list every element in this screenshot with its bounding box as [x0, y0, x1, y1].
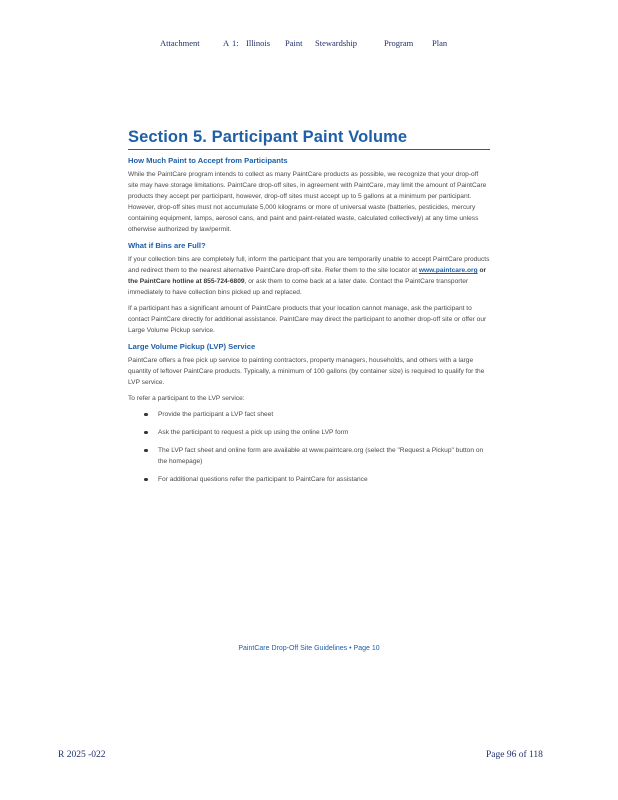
header-word: Illinois: [246, 38, 271, 48]
paragraph-text: , or ask them to come back at a later date. Contact the PaintCare transporter immediately to have collection bins picked up and replaced.: [128, 278, 469, 296]
list-item: [144, 445, 490, 467]
paintcare-website-link[interactable]: www.paintcare.org: [418, 267, 478, 274]
section-title: Section 5. Participant Paint Volume: [128, 128, 490, 150]
paragraph-refer: To refer a participant to the LVP service:: [128, 395, 245, 402]
paragraph-accept: While the PaintCare program intends to collect as many PaintCare products as possible, we recognize that your drop-off site may have storage limitations. PaintCare drop-off sites, in agreement with PaintCare, may limit the amount of PaintCare products they accept per participant, however, drop-off sites must accept up to 5 gallons at a minimum per participant. However, drop-off sites must not accumulate 5,000 kilograms or more of universal waste (batteries, pesticides, mercury containing equipment, lamps, aerosol cans, and paint and paint-related waste, calculated collectively) at any time unless otherwise authorized by law/permit.: [128, 171, 487, 233]
bullet-icon: [144, 413, 148, 417]
list-item: [144, 474, 490, 485]
lvp-bullet-list: [128, 409, 490, 485]
main-content: [128, 128, 490, 492]
paragraph-significant-amount: If a participant has a significant amount of PaintCare products that your location cannot manage, ask the participant to contact PaintCare directly for additional assistance. PaintCare may direct the participant to another drop-off site or offer our Large Volume Pickup service.: [128, 305, 487, 334]
bullet-icon: [144, 478, 148, 482]
subheading-accept: How Much Paint to Accept from Participants: [128, 156, 288, 165]
header-word: Program: [384, 38, 414, 48]
header-word: Attachment: [160, 38, 200, 48]
paragraph-lvp: PaintCare offers a free pick up service to painting contractors, property managers, households, and others with a large quantity of leftover PaintCare products. Typically, a minimum of 100 gallons (by container size) is required to qualify for the LVP service.: [128, 357, 485, 386]
header-word: Stewardship: [315, 38, 358, 48]
subheading-bins-full: What if Bins are Full?: [128, 241, 206, 250]
paragraph-bins-full: [128, 254, 490, 298]
header-word: Plan: [432, 38, 448, 48]
document-reference: R 2025 -022: [58, 750, 106, 760]
header-word: Paint: [285, 38, 303, 48]
list-item: [144, 409, 490, 420]
list-item-text: Provide the participant a LVP fact sheet: [158, 411, 274, 418]
bullet-icon: [144, 431, 148, 435]
page-number: Page 96 of 118: [486, 750, 543, 760]
list-item-text: For additional questions refer the participant to PaintCare for assistance: [158, 476, 368, 483]
list-item: [144, 427, 490, 438]
hotline-text: PaintCare hotline at 855-724-6809: [139, 278, 245, 285]
guidelines-page-footer: PaintCare Drop-Off Site Guidelines • Page 10: [238, 645, 380, 652]
subheading-lvp: Large Volume Pickup (LVP) Service: [128, 342, 256, 351]
paragraph-text: or the: [128, 267, 487, 285]
header-word: 1:: [232, 38, 239, 48]
list-item-text: Ask the participant to request a pick up using the online LVP form: [158, 429, 349, 436]
bullet-icon: [144, 449, 148, 453]
list-item-text: The LVP fact sheet and online form are available at www.paintcare.org (select the "Request a Pickup" button on the homepage): [158, 447, 484, 465]
header-word: A: [223, 38, 230, 48]
paragraph-text: If your collection bins are completely full, inform the participant that you are temporarily unable to accept PaintCare products and redirect them to the nearest alternative PaintCare drop-off site. Refer them to the site locator at: [128, 256, 490, 274]
